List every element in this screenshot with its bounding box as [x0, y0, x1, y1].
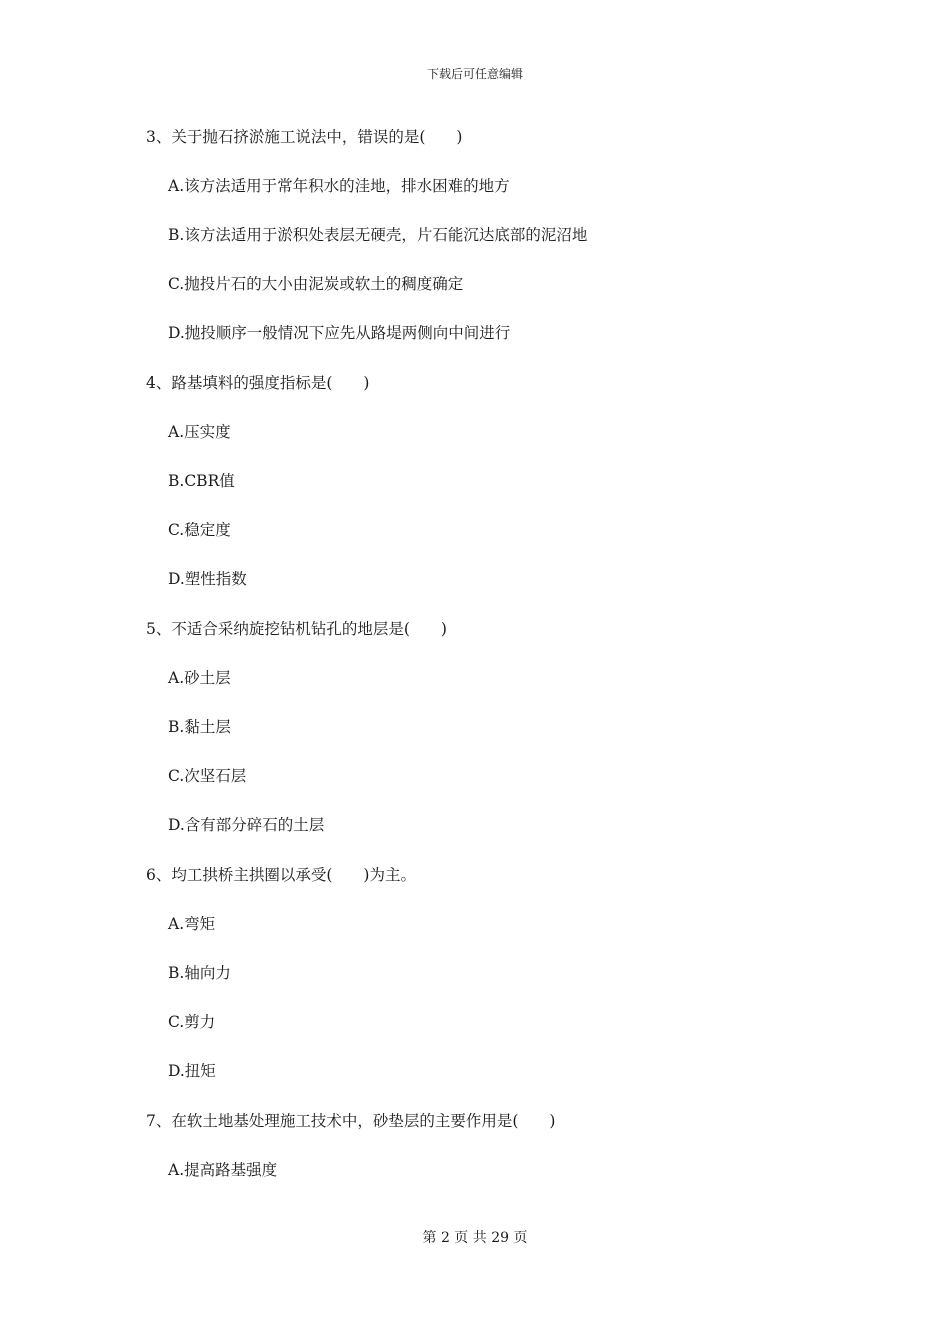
- question-3-option-a: A.该方法适用于常年积水的洼地，排水困难的地方: [168, 177, 510, 195]
- question-3-option-b: B.该方法适用于淤积处表层无硬壳，片石能沉达底部的泥沼地: [168, 226, 588, 244]
- question-7-text: 7、在软土地基处理施工技术中，砂垫层的主要作用是( ): [146, 1112, 556, 1130]
- question-4-option-a: A.压实度: [168, 423, 231, 441]
- question-5-option-b: B.黏土层: [168, 718, 231, 736]
- question-3-option-d: D.抛投顺序一般情况下应先从路堤两侧向中间进行: [168, 324, 511, 342]
- question-6-option-d: D.扭矩: [168, 1062, 216, 1080]
- question-6-text: 6、均工拱桥主拱圈以承受( )为主。: [146, 866, 416, 884]
- question-7-option-a: A.提高路基强度: [168, 1161, 278, 1179]
- page-footer: 第 2 页 共 29 页: [422, 1230, 528, 1246]
- question-6-option-b: B.轴向力: [168, 964, 231, 982]
- question-4-text: 4、路基填料的强度指标是( ): [146, 374, 370, 392]
- question-3-text: 3、关于抛石挤淤施工说法中，错误的是( ): [146, 128, 463, 146]
- question-5-text: 5、不适合采纳旋挖钻机钻孔的地层是( ): [146, 620, 447, 638]
- question-5-option-d: D.含有部分碎石的土层: [168, 816, 325, 834]
- question-6-option-c: C.剪力: [168, 1013, 216, 1031]
- page-header: 下载后可任意编辑: [426, 67, 523, 81]
- question-4-option-c: C.稳定度: [168, 521, 231, 539]
- question-3-option-c: C.抛投片石的大小由泥炭或软土的稠度确定: [168, 275, 464, 293]
- question-4-option-d: D.塑性指数: [168, 570, 247, 588]
- question-4-option-b: B.CBR值: [168, 472, 235, 490]
- question-5-option-c: C.次坚石层: [168, 767, 247, 785]
- question-6-option-a: A.弯矩: [168, 915, 216, 933]
- question-5-option-a: A.砂土层: [168, 669, 231, 687]
